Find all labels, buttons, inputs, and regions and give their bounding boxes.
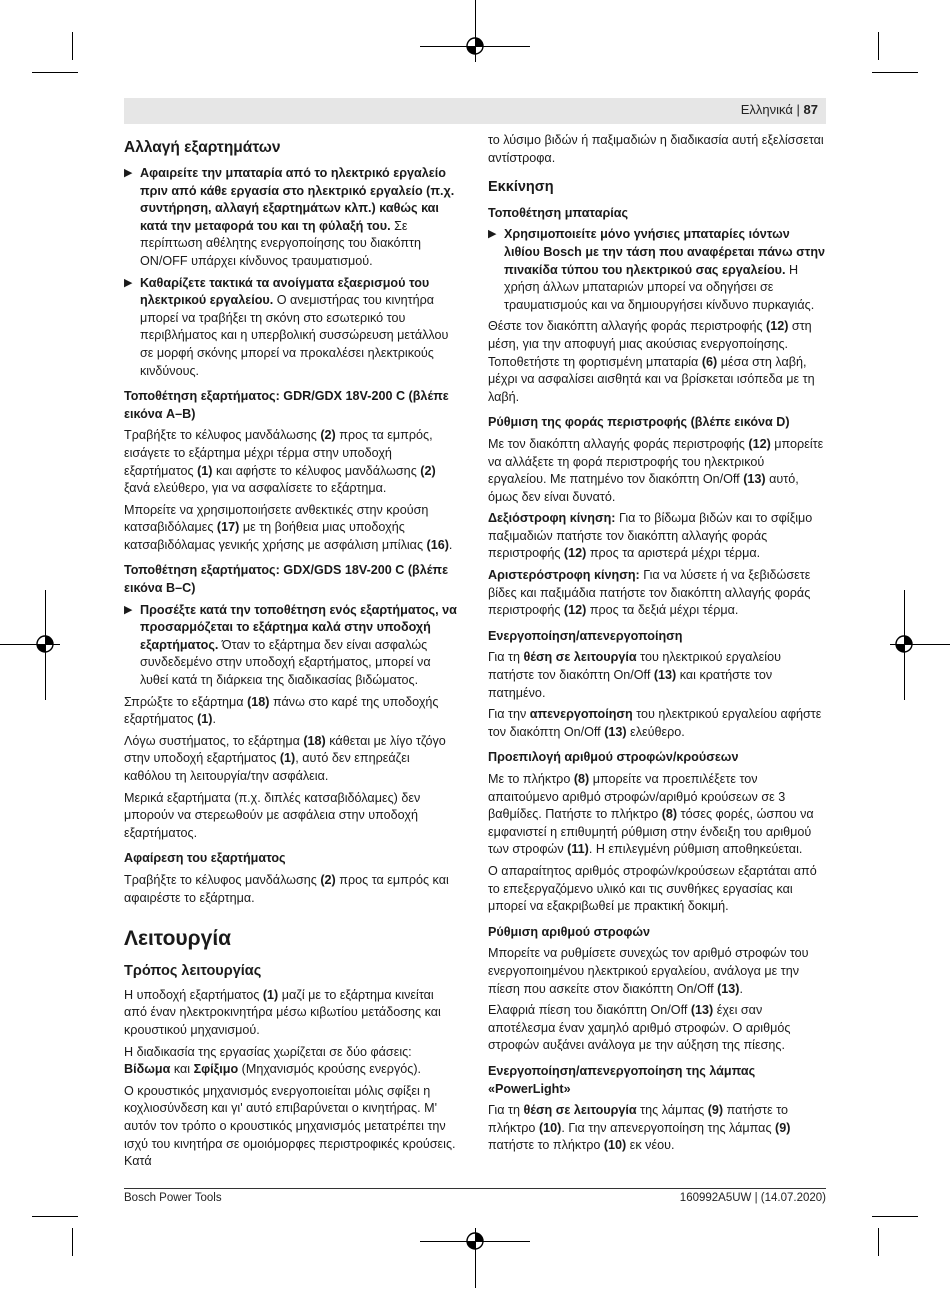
crop-mark (872, 72, 918, 73)
paragraph: Ελαφριά πίεση του διακόπτη On/Off (13) έχει σαν αποτέλεσμα έναν χαμηλό αριθμό στροφών. Ο αριθμός στροφών αυξάνει ανάλογα με την αύξηση της πίεσης. (488, 1003, 791, 1053)
header-text: Ελληνικά | 87 (740, 102, 818, 117)
paragraph: Δεξιόστροφη κίνηση: Για το βίδωμα βιδών και το σφίξιμο παξιμαδιών πατήστε τον διακόπτη αλλαγής φοράς περιστροφής (12) προς τα αριστερά μέχρι τέρμα. (488, 511, 813, 561)
bullet-arrow-icon: ▶ (124, 603, 133, 616)
subsection-title: Τοποθέτηση μπαταρίας (488, 205, 629, 220)
paragraph: Μερικά εξαρτήματα (π.χ. διπλές κατσαβιδόλαμες) δεν μπορούν να στερεωθούν με ασφάλεια στην υποδοχή εξαρτήματος. (124, 790, 421, 840)
paragraph: Ο απαραίτητος αριθμός στροφών/κρούσεων εξαρτάται από το επεξεργαζόμενο υλικό και τις συνθήκες εργασίας και μπορεί να εξακριβωθεί με πρακτική δοκιμή. (488, 863, 817, 914)
crop-mark (72, 32, 73, 60)
bullet-text: Η χρήση άλλων μπαταριών μπορεί να οδηγήσει σε τραυματισμούς και να δημιουργήσει κίνδυνο πυρκαγιάς. (504, 262, 815, 312)
bullet-arrow-icon: ▶ (488, 228, 497, 241)
footer-doc-id: 160992A5UW | (14.07.2020) (679, 1192, 826, 1204)
paragraph: Για τη θέση σε λειτουργία της λάμπας (9) πατήστε το πλήκτρο (10). Για την απενεργοποίηση της λάμπας (9) πατήστε το πλήκτρο (10) εκ νέου. (488, 1103, 791, 1153)
crop-mark (878, 32, 879, 60)
section-title: Τρόπος λειτουργίας (124, 963, 262, 980)
bullet-text: Ο ανεμιστήρας του κινητήρα μπορεί να τραβήξει τη σκόνη στο εσωτερικό του περιβλήματος και η υπερβολική συσσώρευση μετάλλου σε μορφή σκόνης μπορεί να προκαλέσει ηλεκτρικούς κινδύνους. (140, 293, 449, 378)
crop-mark (872, 1216, 918, 1217)
paragraph: Μπορείτε να ρυθμίσετε συνεχώς τον αριθμό στροφών του ενεργοποιημένου ηλεκτρικού εργαλείου, ανάλογα με την πίεση που ασκείτε στον διακόπτη On/Off (13). (488, 946, 809, 996)
bullet-text: Σε περίπτωση αθέλητης ενεργοποίησης του διακόπτη ON/OFF υπάρχει κίνδυνος τραυματισμού. (140, 218, 421, 268)
subsection-title: Τοποθέτηση εξαρτήματος: GDX/GDS 18V-200 C (βλέπε εικόνα B–C) (124, 563, 449, 596)
paragraph: το λύσιμο βιδών ή παξιμαδιών η διαδικασία αυτή εξελίσσεται αντίστροφα. (488, 133, 824, 165)
footer-divider (124, 1188, 826, 1189)
paragraph: Με το πλήκτρο (8) μπορείτε να προεπιλέξετε τον απαιτούμενο αριθμό στροφών/αριθμό κρούσεων σε 3 βαθμίδες. Πατήστε το πλήκτρο (8) τόσες φορές, ώσπου να εμφανιστεί η επιθυμητή ρύθμιση στην ένδειξη του αριθμού των στροφών (11). Η επιλεγμένη ρύθμιση αποθηκεύεται. (488, 772, 814, 857)
crop-mark (32, 1216, 78, 1217)
paragraph: Η υποδοχή εξαρτήματος (1) μαζί με το εξάρτημα κινείται από έναν ηλεκτροκινητήρα μέσω κιβωτίου μετάδοσης και κρουστικού μηχανισμού. (124, 987, 441, 1037)
crop-mark (72, 1228, 73, 1256)
footer-brand: Bosch Power Tools (124, 1192, 222, 1204)
bullet-bold-text: Αφαιρείτε την μπαταρία από το ηλεκτρικό εργαλείο πριν από κάθε εργασία στο ηλεκτρικό εργαλείο (π.χ. συντήρηση, αλλαγή εξαρτημάτων κλπ.) καθώς και κατά την μεταφορά του και τη φύλαξή του. (140, 166, 455, 233)
crop-mark (878, 1228, 879, 1256)
paragraph: Σπρώξτε το εξάρτημα (18) πάνω στο καρέ της υποδοχής εξαρτήματος (1). (124, 694, 439, 727)
warning-bullet (488, 226, 826, 314)
subsection-title: Προεπιλογή αριθμού στροφών/κρούσεων (488, 750, 739, 765)
subsection-title: Ρύθμιση της φοράς περιστροφής (βλέπε εικόνα D) (488, 415, 790, 430)
bullet-bold-text: Προσέξτε κατά την τοποθέτηση ενός εξαρτήματος, να προσαρμόζεται το εξάρτημα καλά στην υποδοχή εξαρτήματος. (140, 602, 457, 652)
page-header (124, 98, 826, 124)
chapter-title: Λειτουργία (124, 927, 232, 951)
paragraph: Με τον διακόπτη αλλαγής φοράς περιστροφής (12) μπορείτε να αλλάξετε τη φορά περιστροφής του ηλεκτρικού εργαλείου. Με πατημένο τον διακόπτη On/Off (13) αυτό, όμως δεν είναι δυνατό. (488, 436, 824, 504)
bullet-bold-text: Χρησιμοποιείτε μόνο γνήσιες μπαταρίες ιόντων λιθίου Bosch με την τάση που αναφέρεται πάνω στην πινακίδα τύπου του ηλεκτρικού σας εργαλείου. (504, 227, 826, 277)
warning-bullet (124, 602, 459, 690)
registration-mark-icon (35, 634, 55, 654)
subsection-title: Ενεργοποίηση/απενεργοποίηση (488, 628, 683, 643)
paragraph: Τραβήξτε το κέλυφος μανδάλωσης (2) προς τα εμπρός, εισάγετε το εξάρτημα μέχρι τέρμα στην υποδοχή εξαρτήματος (1) και αφήστε το κέλυφος μανδάλωσης (2) ξανά ελεύθερο, για να ασφαλίσετε το εξάρτημα. (124, 428, 436, 496)
warning-bullet (124, 275, 459, 381)
right-column (488, 132, 826, 1159)
left-column (124, 132, 459, 1175)
registration-mark-icon (894, 634, 914, 654)
header-language: Ελληνικά (740, 102, 793, 117)
subsection-title: Τοποθέτηση εξαρτήματος: GDR/GDX 18V-200 C (βλέπε εικόνα A–B) (124, 389, 449, 421)
paragraph: Τραβήξτε το κέλυφος μανδάλωσης (2) προς τα εμπρός και αφαιρέστε το εξάρτημα. (124, 872, 449, 905)
bullet-arrow-icon: ▶ (124, 276, 133, 289)
registration-mark-icon (465, 1231, 485, 1251)
section-title: Αλλαγή εξαρτημάτων (124, 139, 281, 156)
subsection-title: Αφαίρεση του εξαρτήματος (124, 851, 286, 866)
bullet-arrow-icon: ▶ (124, 167, 133, 179)
bullet-text: Όταν το εξάρτημα δεν είναι ασφαλώς συνδεδεμένο στην υποδοχή εξαρτήματος, μπορεί να λυθεί κατά τη διάρκεια της διαδικασίας βιδώματος. (140, 637, 431, 688)
subsection-title: Ενεργοποίηση/απενεργοποίηση της λάμπας «PowerLight» (488, 1063, 756, 1096)
paragraph: Για την απενεργοποίηση του ηλεκτρικού εργαλείου αφήστε τον διακόπτη On/Off (13) ελεύθερο. (488, 707, 822, 739)
paragraph: Θέστε τον διακόπτη αλλαγής φοράς περιστροφής (12) στη μέση, για την αποφυγή μιας ακούσιας ενεργοποίησης. Τοποθετήστε τη φορτισμένη μπαταρία (6) μέσα στη λαβή, μέχρι να ασφαλίσει αισθητά και να βρίσκεται ισόπεδα με τη λαβή. (488, 319, 815, 404)
subsection-title: Ρύθμιση αριθμού στροφών (488, 924, 650, 939)
section-title: Εκκίνηση (488, 179, 554, 196)
paragraph: Για τη θέση σε λειτουργία του ηλεκτρικού εργαλείου πατήστε τον διακόπτη On/Off (13) και κρατήστε τον πατημένο. (488, 650, 781, 700)
paragraph: Η διαδικασία της εργασίας χωρίζεται σε δύο φάσεις: Βίδωμα και Σφίξιμο (Μηχανισμός κρούσης ενεργός). (124, 1044, 422, 1077)
page-number: 87 (803, 102, 818, 117)
paragraph: Λόγω συστήματος, το εξάρτημα (18) κάθεται με λίγο τζόγο στην υποδοχή εξαρτήματος (1), αυτό δεν επηρεάζει καθόλου τη λειτουργία/την ασφάλεια. (124, 733, 446, 783)
paragraph: Αριστερόστροφη κίνηση: Για να λύσετε ή να ξεβιδώσετε βίδες και παξιμάδια πατήστε τον διακόπτη αλλαγής φοράς περιστροφής (12) προς τα δεξιά μέχρι τέρμα. (488, 568, 811, 618)
registration-mark-icon (465, 36, 485, 56)
paragraph: Ο κρουστικός μηχανισμός ενεργοποιείται μόλις σφίξει η κοχλιοσύνδεση και γι' αυτό επιβαρύνεται ο κινητήρας. Μ' αυτόν τον τρόπο ο κρουστικός μηχανισμός μετατρέπει την ισχύ του κινητήρα σε ομοιόμορφες περιστροφικές κρούσεις. Κατά (124, 1083, 456, 1169)
warning-bullet (124, 165, 459, 271)
crop-mark (32, 72, 78, 73)
paragraph: Μπορείτε να χρησιμοποιήσετε ανθεκτικές στην κρούση κατσαβιδόλαμες (17) με τη βοήθεια μιας υποδοχής κατσαβιδόλαμας γενικής χρήσης με ασφάλιση μπίλιας (16). (124, 502, 453, 552)
bullet-bold-text: Καθαρίζετε τακτικά τα ανοίγματα εξαερισμού του ηλεκτρικού εργαλείου. (140, 275, 430, 308)
